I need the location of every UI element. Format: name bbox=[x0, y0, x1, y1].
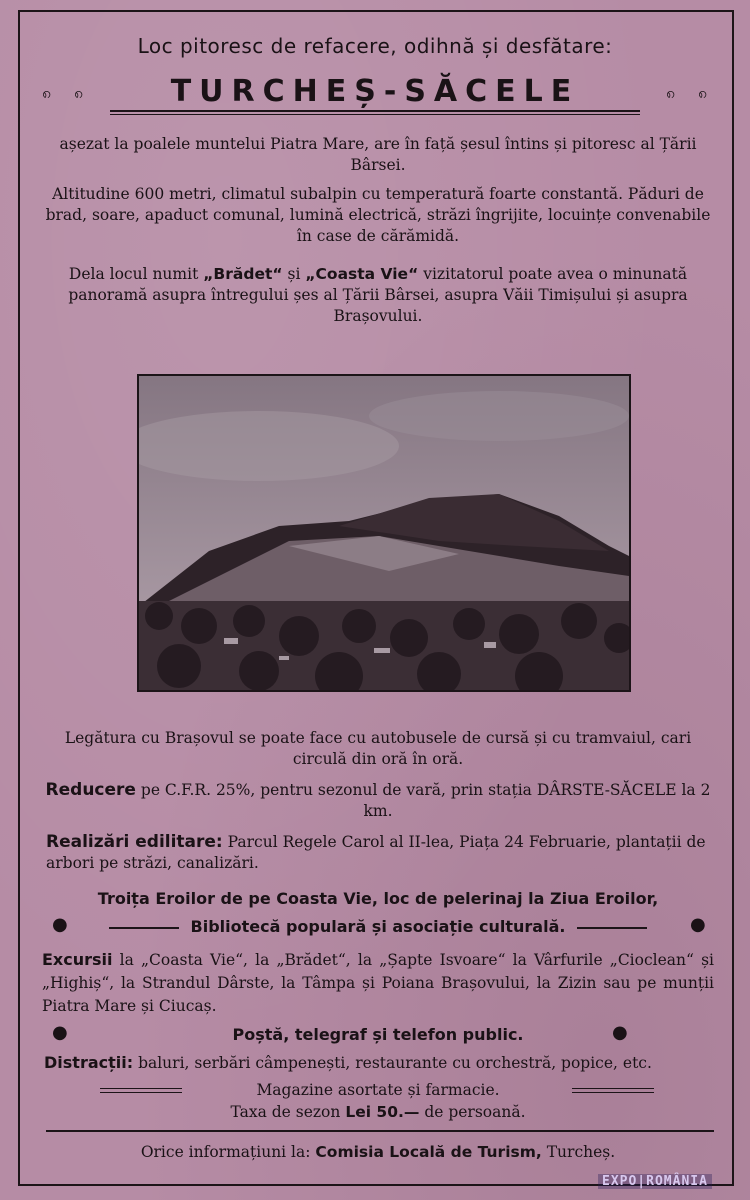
bullet-icon: ● bbox=[612, 1022, 628, 1043]
intro-location: așezat la poalele muntelui Piatra Mare, are în față șesul întins și pitoresc al Țării Bârsei. bbox=[59, 135, 697, 174]
reducere-label: Reducere bbox=[45, 780, 136, 800]
reducere-line bbox=[42, 780, 714, 822]
intro-panorama bbox=[42, 264, 714, 327]
scroll-ornament-icon: ၈ bbox=[74, 83, 84, 102]
excursii-label: Excursii bbox=[42, 950, 113, 969]
masthead-underline bbox=[110, 114, 640, 115]
footer-text-a: Orice informațiuni la: bbox=[140, 1143, 311, 1161]
watermark: EXPO|ROMÂNIA bbox=[598, 1174, 712, 1189]
footer-commission: Comisia Locală de Turism, bbox=[315, 1143, 542, 1161]
biblioteca-line bbox=[42, 916, 714, 938]
edilitare-label: Realizări edilitare: bbox=[46, 832, 223, 852]
bullet-icon: ● bbox=[52, 1022, 68, 1043]
tagline: Loc pitoresc de refacere, odihnă și desfătare: bbox=[137, 34, 613, 58]
place-bradet: „Brădet“ bbox=[203, 265, 283, 283]
intro-climate: Altitudine 600 metri, climatul subalpin cu temperatură foarte constantă. Păduri de brad, soare, apaduct comunal, lumină electrică, străzi îngrijite, locuințe convenabile în case de cărămidă. bbox=[45, 185, 711, 245]
distractii-label: Distracții: bbox=[44, 1053, 134, 1072]
scroll-ornament-icon: ၈ bbox=[666, 83, 676, 102]
double-rule bbox=[572, 1088, 654, 1093]
excursii-text: la „Coasta Vie“, la „Brădet“, la „Șapte Isvoare“ la Vârfurile „Cioclean“ și „Highiș“, la Strandul Dârste, la Tâmpa și Poiana Brașovului, la Zizin sau pe munții Piatra Mare și Ciucaș. bbox=[42, 951, 714, 1015]
distractii-line bbox=[42, 1052, 716, 1074]
transport-info: Legătura cu Brașovul se poate face cu autobusele de cursă și cu tramvaiul, cari circulă din oră în oră. bbox=[64, 729, 692, 768]
resort-name: TURCHEȘ-SĂCELE bbox=[170, 74, 580, 109]
masthead-underline bbox=[110, 110, 640, 112]
distractii-text: baluri, serbări câmpenești, restaurante cu orchestră, popice, etc. bbox=[138, 1054, 652, 1072]
taxa-text-c: de persoană. bbox=[424, 1103, 526, 1121]
reducere-text: pe C.F.R. 25%, pentru sezonul de vară, prin stația DÂRSTE-SĂCELE la 2 km. bbox=[140, 781, 711, 820]
panorama-text-a: Dela locul numit bbox=[68, 265, 199, 283]
bullet-icon: ● bbox=[690, 914, 706, 935]
masthead bbox=[30, 74, 720, 114]
bullet-icon: ● bbox=[52, 914, 68, 935]
place-coasta-vie: „Coasta Vie“ bbox=[305, 265, 419, 283]
edilitare-text: Parcul Regele Carol al II-lea, Piața 24 Februarie, plantații de arbori pe străzi, canalizări. bbox=[46, 833, 706, 872]
panorama-text-c: și bbox=[287, 265, 301, 283]
divider bbox=[577, 927, 647, 929]
scroll-ornament-icon: ၈ bbox=[42, 83, 52, 102]
troita-line bbox=[42, 888, 714, 910]
taxa-amount: Lei 50.— bbox=[345, 1103, 420, 1121]
panorama-text-e: vizitatorul poate avea o minunată panoramă asupra întregului șes al Țării Bârsei, asupra Văii Timișului și asupra Brașovului. bbox=[68, 265, 688, 325]
footer-line bbox=[42, 1142, 714, 1163]
excursii-line bbox=[42, 948, 714, 1018]
taxa-line bbox=[42, 1102, 714, 1123]
divider bbox=[109, 927, 179, 929]
troita-text: Troița Eroilor de pe Coasta Vie, loc de pelerinaj la Ziua Eroilor, bbox=[97, 889, 659, 908]
landscape-photo bbox=[137, 374, 631, 692]
taxa-text-a: Taxa de sezon bbox=[230, 1103, 341, 1121]
footer-divider bbox=[46, 1130, 714, 1132]
posta-text: Poștă, telegraf și telefon public. bbox=[232, 1025, 524, 1044]
magazine-line: Magazine asortate și farmacie. bbox=[256, 1081, 500, 1099]
biblioteca-text: Bibliotecă populară și asociație culturală. bbox=[190, 917, 566, 936]
footer-text-c: Turcheș. bbox=[546, 1143, 616, 1161]
scroll-ornament-icon: ၈ bbox=[698, 83, 708, 102]
edilitare-line bbox=[42, 832, 718, 874]
